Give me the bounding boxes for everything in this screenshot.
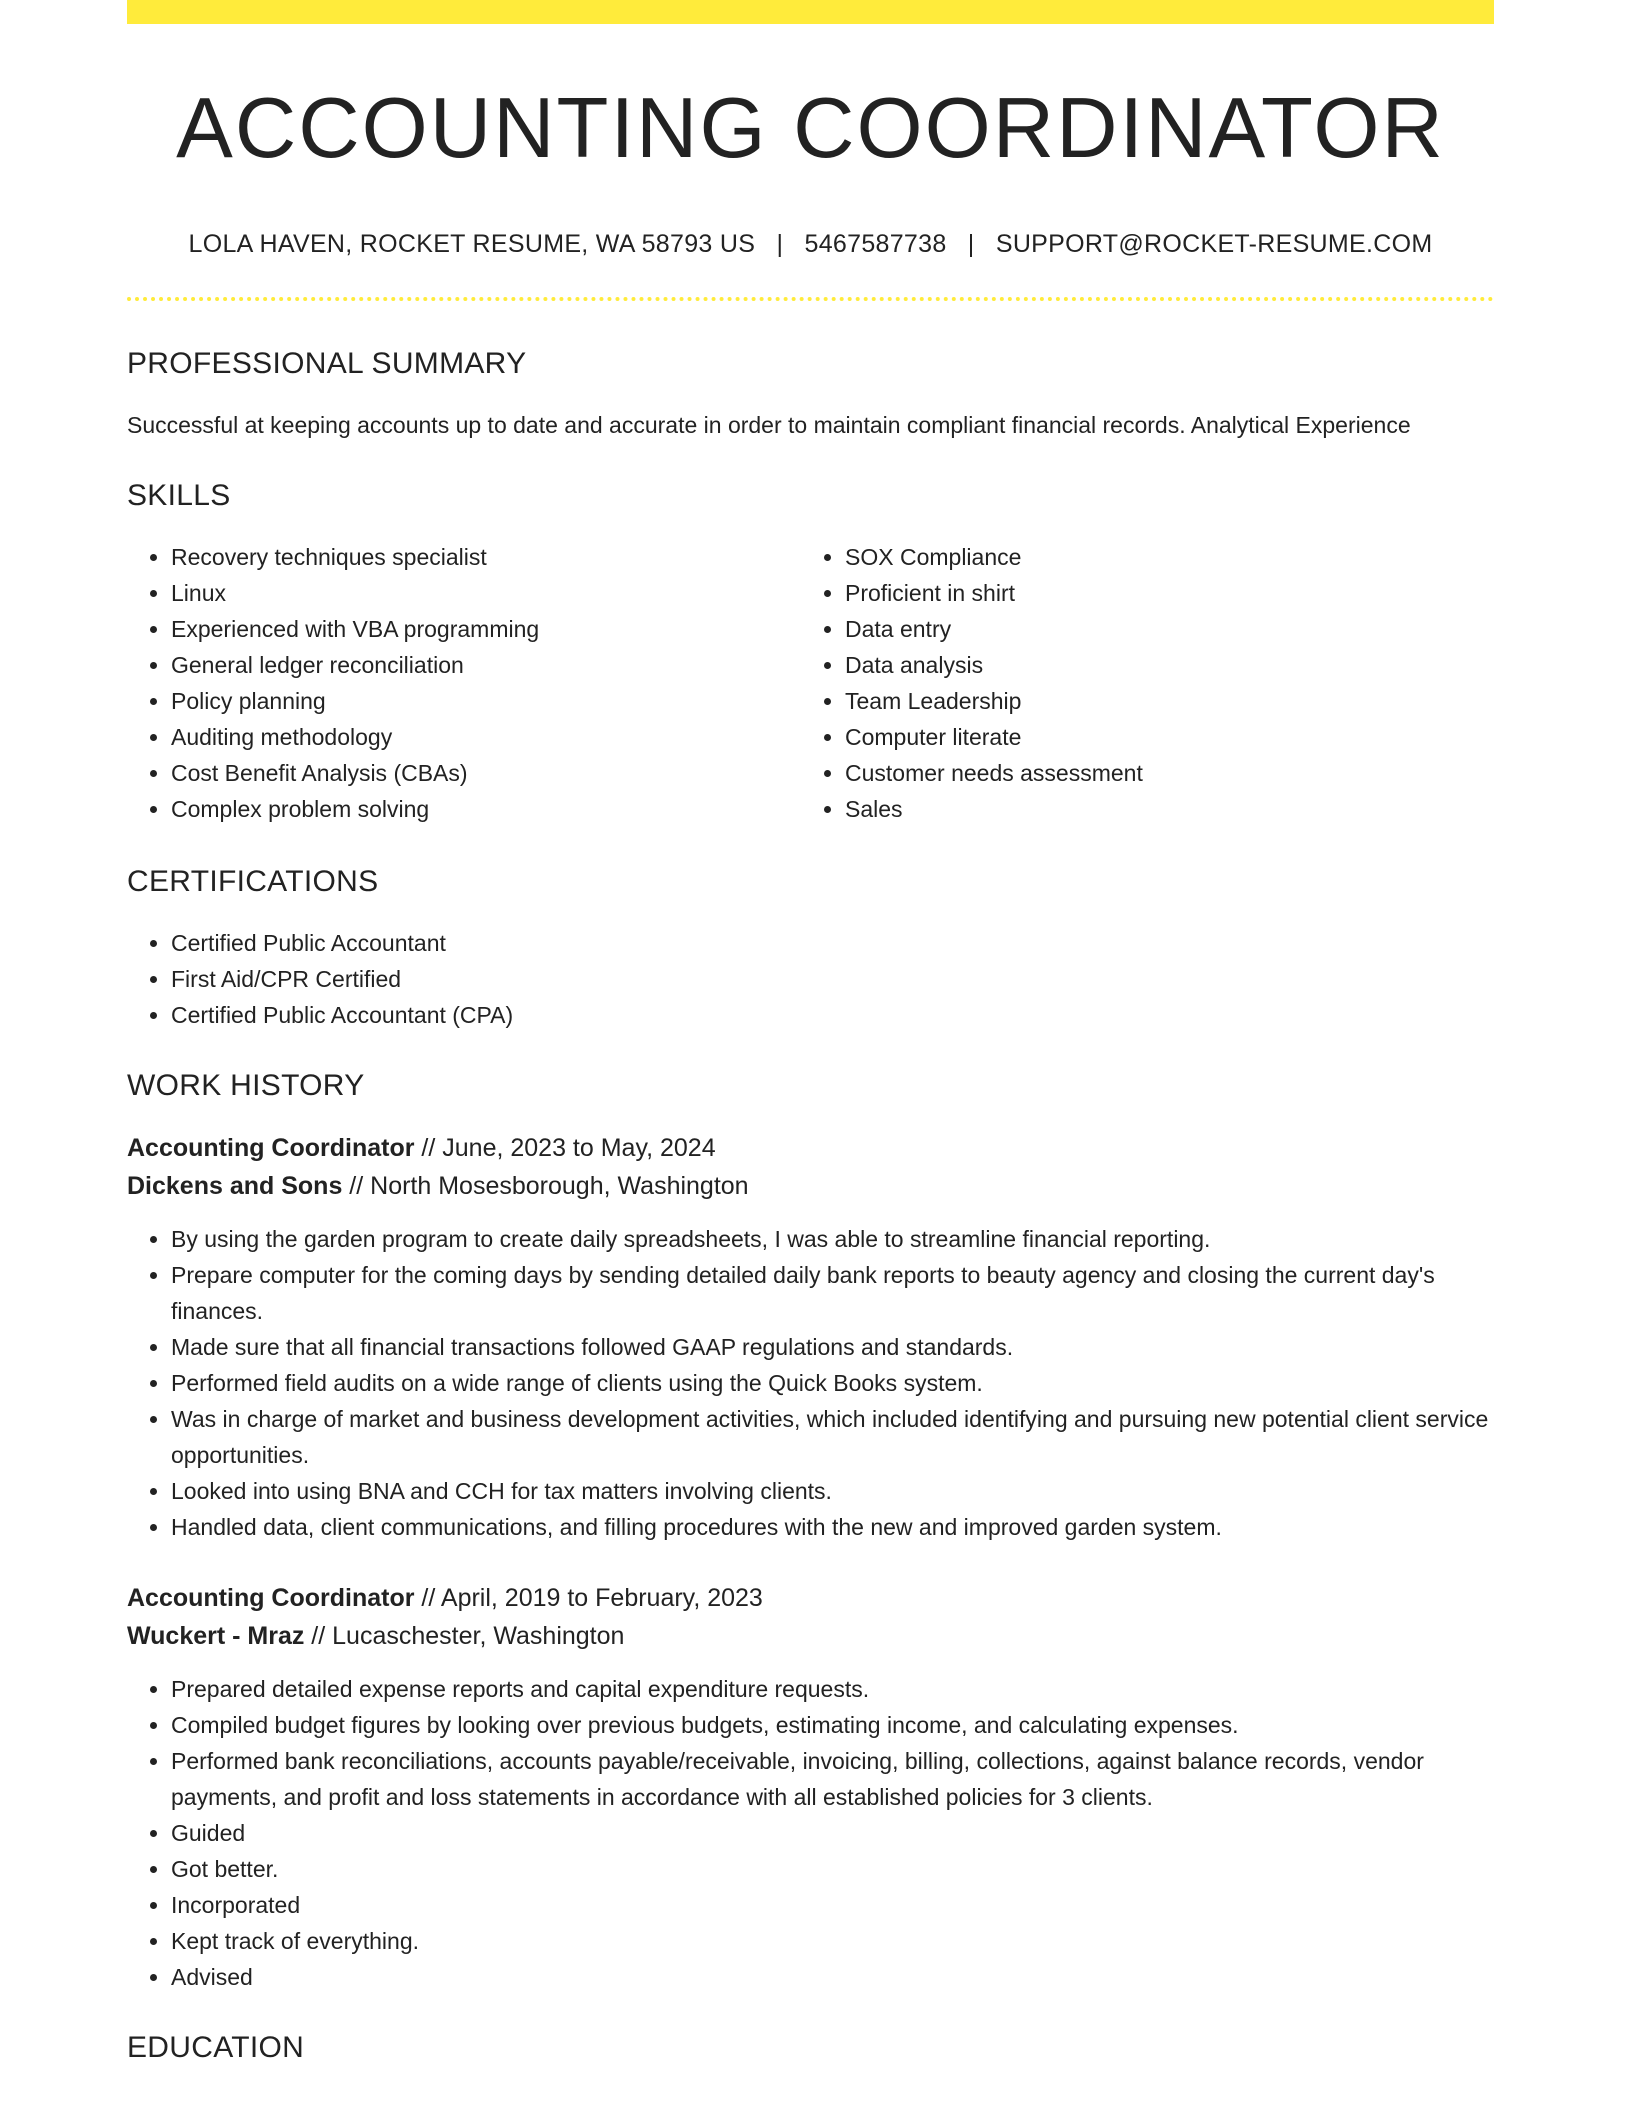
job-duty: • Was in charge of market and business development activities, which included identifying and pursuing new potential client service opportunities. (171, 1401, 1494, 1473)
skill-item: • Team Leadership (845, 683, 1475, 719)
dotted-divider (127, 297, 1494, 301)
skills-heading: SKILLS (127, 478, 231, 512)
skill-item: • Data analysis (845, 647, 1475, 683)
skill-item: • Data entry (845, 611, 1475, 647)
resume-page (127, 0, 1494, 2065)
accent-top-bar (127, 0, 1494, 24)
summary-text: Successful at keeping accounts up to date and accurate in order to maintain compliant financial records. Analytical Experience (127, 411, 1411, 438)
certification-item: • Certified Public Accountant (CPA) (171, 997, 1494, 1033)
skill-item: • Computer literate (845, 719, 1475, 755)
job-company: Wuckert - Mraz (127, 1621, 305, 1650)
job-title-line (127, 1579, 1494, 1617)
education-heading: EDUCATION (127, 2030, 305, 2064)
skill-item: • Cost Benefit Analysis (CBAs) (171, 755, 801, 791)
job-entry (127, 1579, 1494, 1995)
skills-list-right (801, 539, 1475, 827)
job-duty: • Prepared detailed expense reports and capital expenditure requests. (171, 1671, 1494, 1707)
job-duty: • Compiled budget figures by looking over previous budgets, estimating income, and calculating expenses. (171, 1707, 1494, 1743)
job-duty: • Incorporated (171, 1887, 1494, 1923)
job-duty: • Looked into using BNA and CCH for tax matters involving clients. (171, 1473, 1494, 1509)
contact-separator: | (776, 229, 784, 258)
job-duty: • Performed bank reconciliations, accounts payable/receivable, invoicing, billing, collections, against balance records, vendor payments, and profit and loss statements in accordance with all established policies for 3 clients. (171, 1743, 1494, 1815)
skills-columns (127, 539, 1494, 827)
contact-line (127, 230, 1494, 259)
contact-email: SUPPORT@ROCKET-RESUME.COM (995, 229, 1433, 258)
job-location: // Lucaschester, Washington (304, 1621, 625, 1650)
job-company-line (127, 1617, 1494, 1655)
certification-item: • First Aid/CPR Certified (171, 961, 1494, 997)
skill-item: • Experienced with VBA programming (171, 611, 801, 647)
job-company-line (127, 1167, 1494, 1205)
skill-item: • Recovery techniques specialist (171, 539, 801, 575)
skill-item: • Customer needs assessment (845, 755, 1475, 791)
job-duty: • Performed field audits on a wide range of clients using the Quick Books system. (171, 1365, 1494, 1401)
contact-phone: 5467587738 (804, 229, 947, 258)
skills-list-left (127, 539, 801, 827)
contact-separator: | (967, 229, 975, 258)
work-history-heading: WORK HISTORY (127, 1068, 365, 1102)
job-location: // North Mosesborough, Washington (342, 1171, 749, 1200)
job-duty: • Guided (171, 1815, 1494, 1851)
certifications-list (127, 925, 1494, 1033)
job-entry (127, 1129, 1494, 1545)
skill-item: • Linux (171, 575, 801, 611)
skill-item: • Complex problem solving (171, 791, 801, 827)
skill-item: • General ledger reconciliation (171, 647, 801, 683)
job-title: Accounting Coordinator (127, 1133, 415, 1162)
job-duties-list (127, 1221, 1494, 1545)
job-duty: • Made sure that all financial transactions followed GAAP regulations and standards. (171, 1329, 1494, 1365)
certifications-heading: CERTIFICATIONS (127, 864, 379, 898)
skill-item: • Auditing methodology (171, 719, 801, 755)
job-title: Accounting Coordinator (127, 1583, 415, 1612)
certification-item: • Certified Public Accountant (171, 925, 1494, 961)
job-duty: • By using the garden program to create daily spreadsheets, I was able to streamline financial reporting. (171, 1221, 1494, 1257)
job-duty: • Advised (171, 1959, 1494, 1995)
job-dates: // June, 2023 to May, 2024 (414, 1133, 716, 1162)
job-duty: • Handled data, client communications, and filling procedures with the new and improved garden system. (171, 1509, 1494, 1545)
skill-item: • Policy planning (171, 683, 801, 719)
job-company: Dickens and Sons (127, 1171, 343, 1200)
skill-item: • Proficient in shirt (845, 575, 1475, 611)
contact-address: LOLA HAVEN, ROCKET RESUME, WA 58793 US (188, 229, 756, 258)
skill-item: • SOX Compliance (845, 539, 1475, 575)
job-duty: • Got better. (171, 1851, 1494, 1887)
job-duty: • Prepare computer for the coming days by sending detailed daily bank reports to beauty agency and closing the current day's finances. (171, 1257, 1494, 1329)
job-duty: • Kept track of everything. (171, 1923, 1494, 1959)
job-duties-list (127, 1671, 1494, 1995)
summary-heading: PROFESSIONAL SUMMARY (127, 346, 527, 380)
job-dates: // April, 2019 to February, 2023 (414, 1583, 763, 1612)
job-title-line (127, 1129, 1494, 1167)
skill-item: • Sales (845, 791, 1475, 827)
resume-title: ACCOUNTING COORDINATOR (176, 81, 1445, 176)
